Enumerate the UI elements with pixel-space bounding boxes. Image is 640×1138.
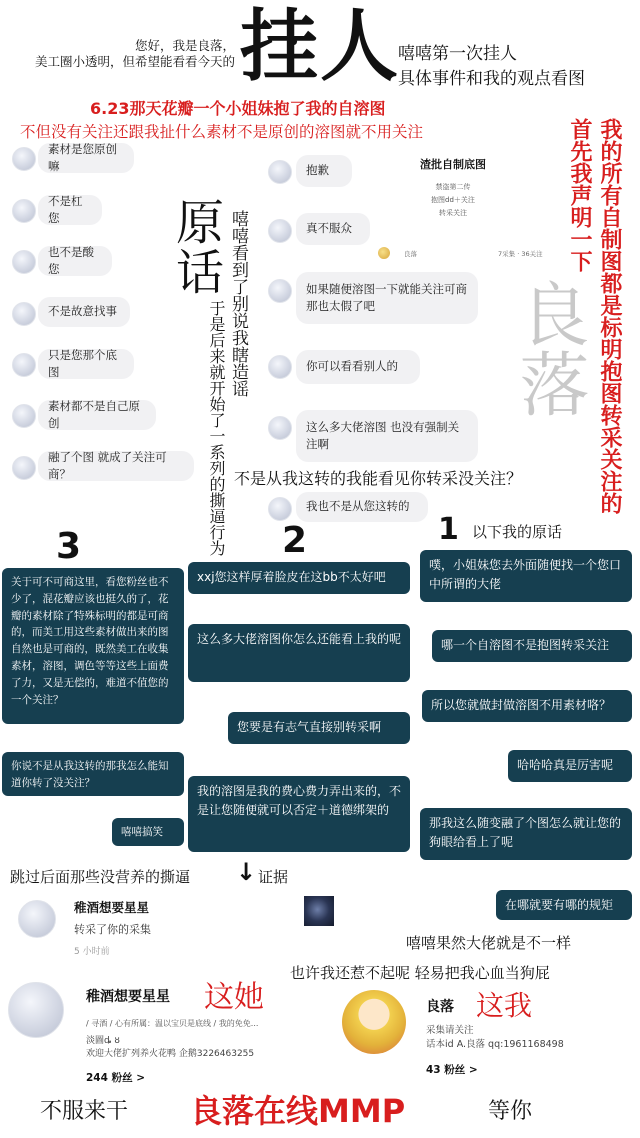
chat-bubble: 真不服众 — [296, 213, 370, 245]
notif-time: 5 小时前 — [74, 947, 110, 957]
card-user-avatar — [378, 247, 390, 259]
header-right-line-1: 嘻嘻第一次挂人 — [398, 44, 517, 64]
statement-vertical-2: 首先我声明一下 — [567, 118, 592, 272]
chat-bubble: 只是您那个底图 — [38, 349, 134, 379]
chat-bubble: 关于可不可商这里，看您粉丝也不少了，混花瓣应该也挺久的了，花瓣的素材除了特殊标明的都是可商的，而美工用这些素材做出来的图自然也是可商的，既然美工在收集素材，溶图，调色等等这些上面费了力，又是无偿的，难道不值您的一个关注？ — [2, 568, 184, 724]
avatar — [12, 147, 36, 171]
avatar — [12, 199, 36, 223]
header-right — [398, 42, 585, 92]
headline-line-2: 不但没有关注还跟我扯什么素材不是原创的溶图就不用关注 — [20, 123, 424, 141]
avatar — [268, 416, 292, 440]
col1-label: 以下我的原话 — [472, 523, 563, 541]
chat-bubble: 哪一个自溶图不是抱图转采关注 — [432, 630, 632, 662]
comment-line-2: 也许我还惹不起呢 轻易把我心血当狗屁 — [290, 964, 550, 982]
chat-bubble: 不是故意找事 — [38, 297, 130, 327]
footer-right: 等你 — [488, 1099, 533, 1124]
profile-me-name: 良落 — [426, 999, 454, 1015]
card-user-name: 良落 — [404, 250, 417, 258]
notif-name: 稚酒想要星星 — [74, 900, 150, 915]
arrow-down-icon: ↓ — [236, 858, 257, 886]
avatar — [8, 982, 64, 1038]
avatar — [268, 219, 292, 243]
original-label-text: 原话 — [176, 195, 225, 301]
card-title: 渣批自制底图 — [420, 158, 486, 171]
avatar — [342, 990, 406, 1054]
original-vertical-2: 于是后来就开始了一系列的撕逼行为 — [207, 300, 226, 556]
intro-text — [10, 38, 235, 70]
chat-bubble: 嘻嘻搞笑 — [112, 818, 184, 846]
card-stats: 7采集 · 36关注 — [498, 250, 543, 258]
profile-her-tag: 这她 — [204, 980, 264, 1015]
chat-bubble: 你说不是从我这转的那我怎么能知道你转了没关注？ — [2, 752, 184, 796]
intro-line-1: 您好，我是良落， — [134, 38, 235, 53]
profile-me — [342, 978, 638, 1086]
notification — [18, 894, 338, 960]
chat-bubble: 哈哈哈真是厉害呢 — [508, 750, 632, 782]
avatar — [268, 160, 292, 184]
original-label — [176, 195, 226, 301]
chat-bubble: 融了个图 就成了关注可商？ — [38, 451, 194, 481]
chat-bubble: 素材都不是自己原创 — [38, 400, 156, 430]
avatar — [12, 302, 36, 326]
chat-bubble: 不是杠您 — [38, 195, 102, 225]
profile-her-followers: 244 粉丝 > — [86, 1072, 146, 1084]
avatar — [12, 404, 36, 428]
card-line-2: 抱图dd＋关注 — [431, 196, 475, 204]
watermark: 良落 — [508, 278, 590, 418]
profile-me-bio-1: 采集请关注 — [426, 1025, 474, 1036]
headline-line-1: 6.23那天花瓣一个小姐妹抱了我的自溶图 — [90, 99, 386, 118]
section-number-1: 1 — [438, 512, 459, 547]
avatar — [268, 355, 292, 379]
chat-bubble: 在哪就要有哪的规矩 — [496, 890, 632, 920]
chat-bubble: 我的溶图是我的费心费力弄出来的，不是让您随便就可以否定＋道德绑架的 — [188, 776, 410, 852]
footer-left: 不服来干 — [40, 1099, 129, 1124]
chat-bubble: 所以您就做封做溶图不用素材咯？ — [422, 690, 632, 722]
profile-me-bio-2: 话本id A.良落 qq:1961168498 — [426, 1039, 564, 1050]
profile-her — [8, 978, 338, 1086]
section-number-2: 2 — [282, 520, 308, 561]
avatar — [12, 353, 36, 377]
avatar — [12, 250, 36, 274]
chat-bubble: 这么多大佬溶图 也没有强制关注啊 — [296, 410, 478, 462]
evidence-label: 证据 — [258, 868, 289, 886]
profile-me-followers: 43 粉丝 > — [426, 1064, 478, 1076]
intro-line-2: 美工圈小透明，但希望能看看今天的 — [34, 54, 235, 69]
page-title: 挂人 — [240, 2, 401, 92]
profile-her-name: 稚酒想要星星 — [86, 989, 170, 1005]
comment-line-1: 嘻嘻果然大佬就是不一样 — [406, 934, 572, 952]
profile-her-bio-2: 淡圖ȡ ȣ — [86, 1036, 120, 1046]
chat-bubble: 抱歉 — [296, 155, 352, 187]
question-text: 不是从我这转的我能看见你转采没关注？ — [234, 469, 523, 488]
chat-bubble: 我也不是从您这转的 — [296, 492, 428, 522]
chat-bubble: 噗，小姐妹您去外面随便找一个您口中所谓的大佬 — [420, 550, 632, 602]
footer-center: 良落在线MMP — [190, 1092, 406, 1130]
chat-bubble: xxj您这样厚着脸皮在这bb不太好吧 — [188, 562, 410, 594]
original-vertical-1: 嘻嘻看到了别说我瞎造谣 — [228, 210, 248, 397]
notif-action: 转采了你的采集 — [74, 923, 151, 936]
avatar — [268, 497, 292, 521]
chat-bubble: 也不是酸您 — [38, 246, 112, 276]
card-line-1: 禁盗第二传 — [435, 183, 471, 191]
profile-me-tag: 这我 — [476, 989, 533, 1022]
profile-her-bio-3: 欢迎大佬扩列养火花鸭 企鹅3226463255 — [86, 1049, 255, 1059]
chat-bubble: 您要是有志气直接别转采啊 — [228, 712, 410, 744]
chat-bubble: 那我这么随变融了个图怎么就让您的狗眼给看上了呢 — [420, 808, 632, 860]
chat-bubble: 如果随便溶图一下就能关注可商 那也太假了吧 — [296, 272, 478, 324]
chat-bubble: 这么多大佬溶图你怎么还能看上我的呢 — [188, 624, 410, 682]
pin-thumbnail — [304, 896, 334, 926]
card-line-3: 转采关注 — [439, 209, 467, 217]
header-right-line-2: 具体事件和我的观点看图 — [398, 69, 585, 89]
avatar — [18, 900, 56, 938]
avatar — [268, 279, 292, 303]
profile-her-bio-1: / 寻酒 / 心有所属：温以宝贝是底线 / 我的免免... — [86, 1019, 259, 1028]
chat-bubble: 素材是您原创嘛 — [38, 143, 134, 173]
skip-text: 跳过后面那些没营养的撕逼 — [10, 868, 191, 886]
statement-vertical-1: 我的所有自制图都是标明抱图转采关注的 — [597, 118, 622, 514]
avatar — [12, 456, 36, 480]
card-user-row — [378, 246, 558, 262]
section-number-3: 3 — [56, 526, 82, 567]
chat-bubble: 你可以看看别人的 — [296, 350, 420, 384]
